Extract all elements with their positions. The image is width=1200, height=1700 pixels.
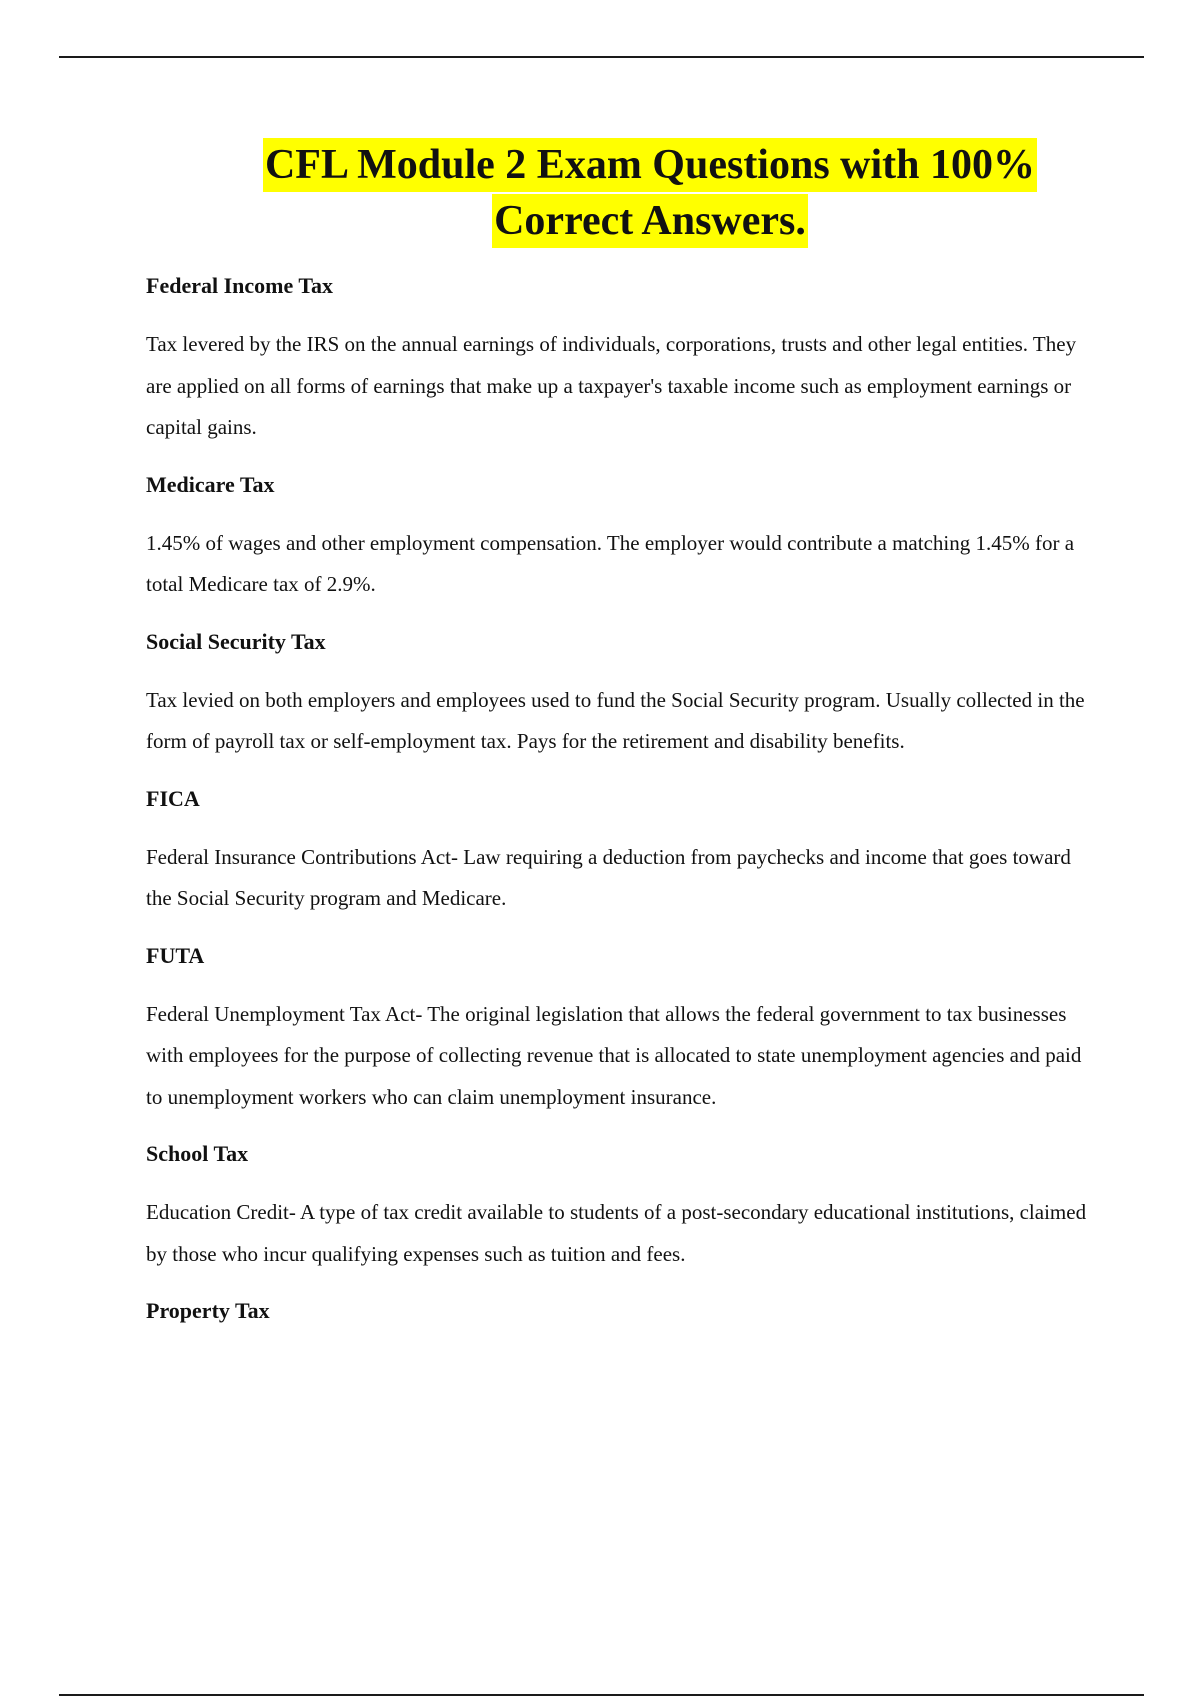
entry-school-tax (146, 1134, 1096, 1275)
top-rule (59, 56, 1144, 58)
term-heading: FUTA (146, 942, 205, 968)
entry-medicare-tax (146, 465, 1096, 606)
entry-property-tax (146, 1291, 1096, 1331)
bottom-rule (59, 1694, 1144, 1696)
term-heading: FICA (146, 785, 200, 811)
term-definition: 1.45% of wages and other employment compensation. The employer would contribute a matching 1.45% for a total Medicare tax of 2.9%. (146, 530, 1075, 596)
entry-futa (146, 936, 1096, 1119)
term-definition: Federal Unemployment Tax Act- The original legislation that allows the federal government to tax businesses with employees for the purpose of collecting revenue that is allocated to state unemployment agencies and paid to unemployment workers who can claim unemployment insurance. (146, 1001, 1082, 1109)
term-heading: Federal Income Tax (146, 273, 333, 298)
term-heading: Social Security Tax (146, 628, 326, 654)
title-line-1: CFL Module 2 Exam Questions with 100% (263, 138, 1037, 192)
term-definition: Education Credit- A type of tax credit available to students of a post-secondary educational institutions, claimed by those who incur qualifying expenses such as tuition and fees. (146, 1200, 1087, 1266)
entry-federal-income-tax (146, 266, 1096, 449)
term-definition: Federal Insurance Contributions Act- Law requiring a deduction from paychecks and income that goes toward the Social Security program and Medicare. (146, 844, 1071, 910)
term-heading: School Tax (146, 1141, 249, 1166)
entry-social-security-tax (146, 622, 1096, 763)
title-line-2: Correct Answers. (492, 194, 808, 248)
document-body (146, 266, 1096, 1349)
term-heading: Medicare Tax (146, 471, 275, 497)
entry-fica (146, 779, 1096, 920)
term-definition: Tax levied on both employers and employees used to fund the Social Security program. Usually collected in the form of payroll tax or self-employment tax. Pays for the retirement and disability benefits. (146, 687, 1085, 753)
term-heading: Property Tax (146, 1298, 270, 1323)
term-definition: Tax levered by the IRS on the annual earnings of individuals, corporations, trusts and other legal entities. They are applied on all forms of earnings that make up a taxpayer's taxable income such as employment earnings or capital gains. (146, 332, 1077, 439)
document-title (130, 138, 1170, 248)
